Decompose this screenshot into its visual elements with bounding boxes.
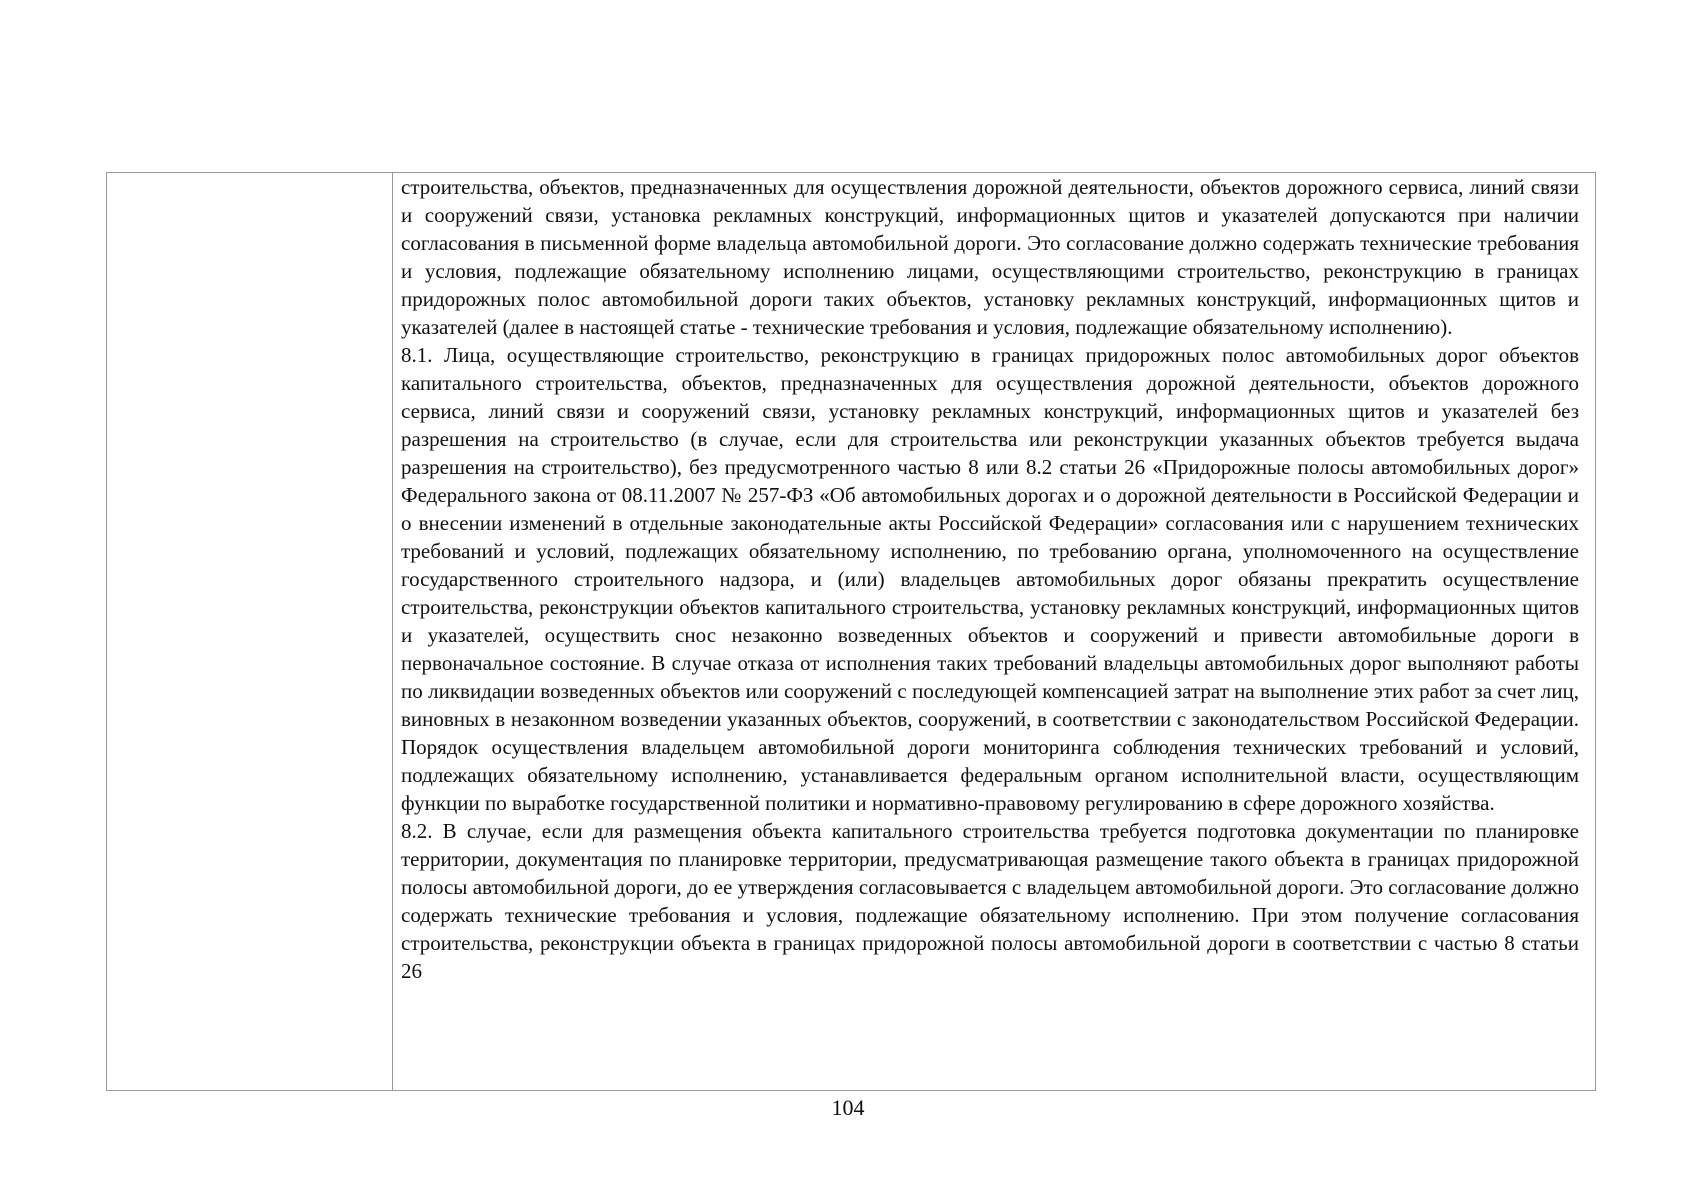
- table-right-cell: [393, 173, 1595, 1090]
- paragraph-8-1: 8.1. Лица, осуществляющие строительство, реконструкцию в границах придорожных полос автомобильных дорог объектов капитального строительства, объектов, предназначенных для осуществления дорожной деятельности, объектов дорожного сервиса, линий связи и сооружений связи, установку рекламных конструкций, информационных щитов и указателей без разрешения на строительство (в случае, если для строительства или реконструкции указанных объектов требуется выдача разрешения на строительство), без предусмотренного частью 8 или 8.2 статьи 26 «Придорожные полосы автомобильных дорог» Федерального закона от 08.11.2007 № 257-ФЗ «Об автомобильных дорогах и о дорожной деятельности в Российской Федерации и о внесении изменений в отдельные законодательные акты Российской Федерации» согласования или с нарушением технических требований и условий, подлежащих обязательному исполнению, по требованию органа, уполномоченного на осуществление государственного строительного надзора, и (или) владельцев автомобильных дорог обязаны прекратить осуществление строительства, реконструкции объектов капитального строительства, установку рекламных конструкций, информационных щитов и указателей, осуществить снос незаконно возведенных объектов и сооружений и привести автомобильные дороги в первоначальное состояние. В случае отказа от исполнения таких требований владельцы автомобильных дорог выполняют работы по ликвидации возведенных объектов или сооружений с последующей компенсацией затрат на выполнение этих работ за счет лиц, виновных в незаконном возведении указанных объектов, сооружений, в соответствии с законодательством Российской Федерации. Порядок осуществления владельцем автомобильной дороги мониторинга соблюдения технических требований и условий, подлежащих обязательному исполнению, устанавливается федеральным органом исполнительной власти, осуществляющим функции по выработке государственной политики и нормативно-правовому регулированию в сфере дорожного хозяйства.: [401, 343, 1579, 815]
- paragraph-8-2: 8.2. В случае, если для размещения объекта капитального строительства требуется подготовка документации по планировке территории, документация по планировке территории, предусматривающая размещение такого объекта в границах придорожной полосы автомобильной дороги, до ее утверждения согласовывается с владельцем автомобильной дороги. Это согласование должно содержать технические требования и условия, подлежащие обязательному исполнению. При этом получение согласования строительства, реконструкции объекта в границах придорожной полосы автомобильной дороги в соответствии с частью 8 статьи 26: [401, 819, 1579, 983]
- table-left-cell: [107, 173, 393, 1090]
- document-table: [106, 172, 1596, 1091]
- page-number: 104: [831, 1095, 865, 1120]
- paragraph-continuation: строительства, объектов, предназначенных для осуществления дорожной деятельности, объектов дорожного сервиса, линий связи и сооружений связи, установка рекламных конструкций, информационных щитов и указателей допускаются при наличии согласования в письменной форме владельца автомобильной дороги. Это согласование должно содержать технические требования и условия, подлежащие обязательному исполнению лицами, осуществляющими строительство, реконструкцию в границах придорожных полос автомобильной дороги таких объектов, установку рекламных конструкций, информационных щитов и указателей (далее в настоящей статье - технические требования и условия, подлежащие обязательному исполнению).: [401, 175, 1579, 339]
